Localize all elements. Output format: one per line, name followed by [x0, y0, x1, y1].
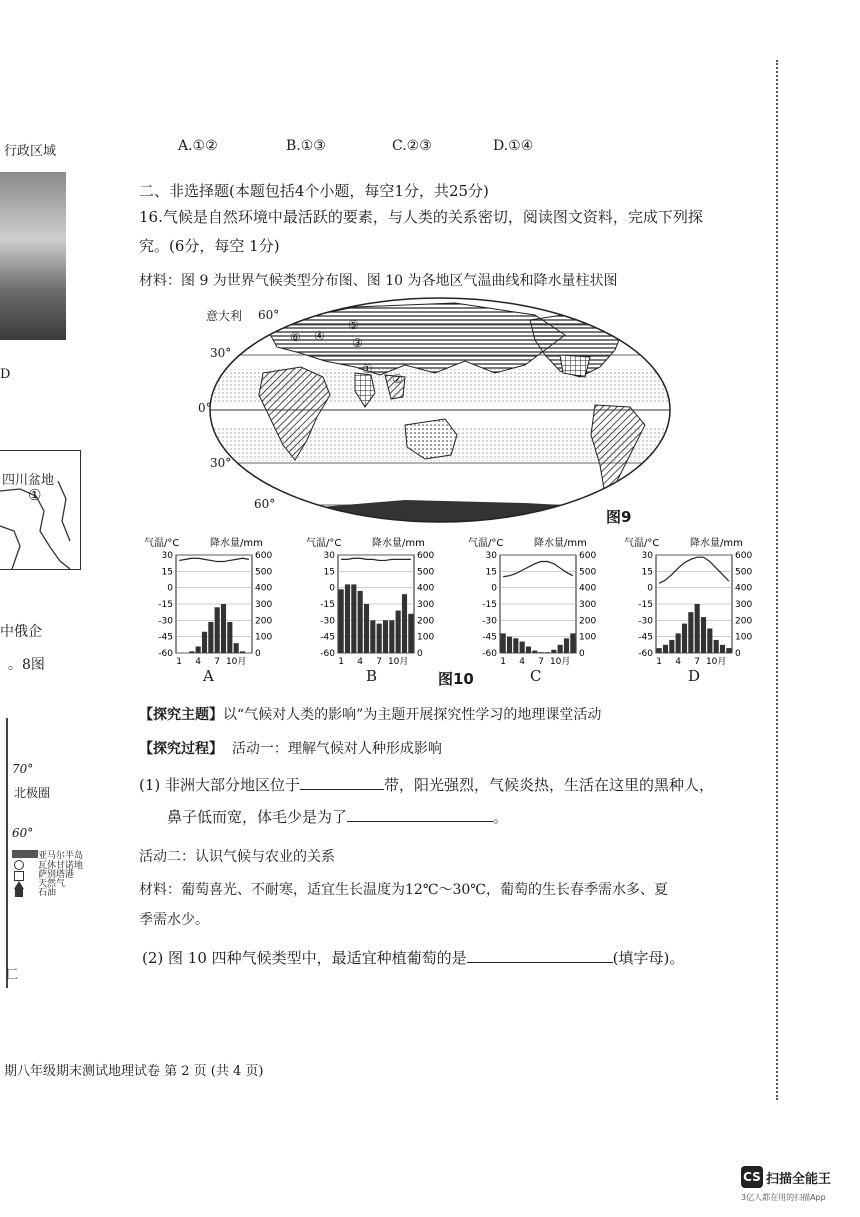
explore-process-text: 活动一：理解气候对人种形成影响 [231, 741, 442, 757]
precip-bar [377, 624, 382, 653]
chart-temp-tick: 30 [323, 551, 335, 561]
question-1-line1 [139, 774, 714, 795]
precip-bar [215, 607, 220, 653]
chart-temp-tick: -45 [638, 632, 653, 643]
chart-month-tick: 7 [376, 657, 383, 667]
chart-precip-tick: 200 [255, 616, 273, 627]
admin-region-fragment: 行政区域 [4, 144, 57, 159]
chart-precip-tick: 600 [255, 551, 273, 561]
sichuan-basin-map-fragment [0, 450, 81, 570]
scanner-logo-mark: CS [741, 1166, 763, 1188]
chart-precip-tick: 200 [417, 616, 435, 627]
climate-chart-d [620, 535, 768, 689]
precip-bar [408, 614, 413, 653]
chart-temp-tick: -45 [482, 632, 497, 643]
precip-bar [507, 637, 512, 653]
scanner-name: 扫描全能王 [766, 1171, 832, 1187]
lat70-label: 70° [12, 762, 34, 776]
precip-bar [402, 594, 407, 653]
corner-glyph: 匚 [6, 967, 19, 981]
precip-bar [558, 645, 563, 653]
sino-russia-fragment: 中俄企 [0, 624, 42, 640]
choice-d: D.①④ [493, 138, 534, 154]
chart-temp-tick: 30 [485, 551, 497, 561]
map-lat-30n: 30° [210, 346, 232, 360]
chart-month-tick: 4 [519, 657, 526, 667]
chart-temp-tick: -30 [482, 616, 497, 627]
legend-circle-icon [14, 860, 24, 870]
climate-chart-c [464, 535, 612, 689]
map-region-6: ⑥ [290, 330, 301, 344]
precip-bar [669, 640, 674, 653]
chart-temp-tick: -15 [158, 600, 173, 610]
chart-precip-tick: 600 [417, 551, 435, 561]
chart-month-tick: 1 [656, 657, 663, 667]
precip-bar [240, 651, 245, 653]
page-footer: 期八年级期末测试地理试卷 第 2 页 (共 4 页) [4, 1064, 264, 1079]
q16-line1: 16.气候是自然环境中最活跃的要素，与人类的关系密切，阅读图文资料，完成下列探 [139, 208, 703, 226]
chart-ylabel-right: 降水量/mm [372, 538, 425, 549]
chart-temp-tick: -60 [320, 649, 335, 659]
section-title: 二、非选择题(本题包括4个小题，每空1分，共25分) [139, 182, 489, 200]
chart-precip-tick: 0 [735, 649, 741, 659]
chart-precip-tick: 0 [255, 649, 261, 659]
q1-blank-2[interactable] [347, 807, 493, 822]
chart-temp-tick: 15 [485, 567, 497, 578]
chart-month-tick: 1 [176, 657, 183, 667]
precip-bar [707, 629, 712, 654]
chart-precip-tick: 300 [417, 600, 435, 610]
chart-temp-tick: 15 [161, 567, 173, 578]
question-2 [142, 947, 684, 968]
chart-month-tick: 7 [538, 657, 545, 667]
chart-temp-tick: -30 [158, 616, 173, 627]
chart-temp-tick: -15 [482, 600, 497, 610]
choice-c: C.②③ [392, 138, 432, 154]
choice-a: A.①② [178, 138, 218, 154]
precip-bar [714, 640, 719, 653]
precip-bar [726, 648, 731, 653]
chart-month-tick: 1 [500, 657, 507, 667]
chart-c-label: C [530, 667, 542, 685]
explore-process-label: 【探究过程】 [139, 741, 223, 757]
precip-bar [389, 620, 394, 653]
photo-fragment [0, 172, 66, 340]
precip-bar [189, 651, 194, 653]
map-edge-line [6, 718, 8, 988]
precip-bar [383, 620, 388, 653]
chart-month-tick: 10月 [387, 657, 409, 667]
legend-swatch-yamal [12, 850, 38, 858]
chart-ylabel-left: 气温/°C [306, 538, 342, 549]
q2-blank[interactable] [467, 948, 613, 963]
precip-bar [202, 632, 207, 653]
chart-temp-tick: -45 [158, 632, 173, 643]
precip-bar [358, 591, 363, 653]
precip-bar [339, 589, 344, 653]
q1-end: 。 [493, 808, 509, 826]
chart-month-tick: 1 [338, 657, 345, 667]
q16-line2: 究。(6分，每空 1分) [139, 237, 280, 255]
explore-theme-label: 【探究主题】 [139, 707, 223, 723]
chart-precip-tick: 600 [735, 551, 753, 561]
precip-bar [695, 604, 700, 653]
precip-bar [564, 638, 569, 653]
legend-square-icon [14, 871, 24, 881]
chart-precip-tick: 200 [579, 616, 597, 627]
explore-process [139, 738, 442, 758]
legend-sabetta: 萨别塔港 [38, 870, 75, 880]
chart-precip-tick: 400 [417, 583, 435, 594]
precip-bar [570, 633, 575, 653]
chart-d-label: D [688, 667, 701, 685]
chart-month-tick: 10月 [225, 657, 247, 667]
q1-line2: 鼻子低而宽，体毛少是为了 [167, 808, 348, 826]
chart-precip-tick: 300 [735, 600, 753, 610]
precip-bar [676, 633, 681, 653]
chart-temp-tick: -60 [638, 649, 653, 659]
world-climate-map [205, 295, 675, 525]
precip-bar [364, 604, 369, 653]
chart-temp-tick: 0 [647, 583, 653, 594]
legend-yamal: 亚马尔半岛 [38, 851, 84, 861]
map-lat-60n: 60° [258, 308, 280, 322]
map-region-3: ③ [352, 336, 363, 350]
scanner-tagline: 3亿人都在用的扫描App [741, 1193, 826, 1202]
chart-precip-tick: 500 [579, 567, 597, 578]
chart-temp-tick: 0 [491, 583, 497, 594]
basin-number: ① [28, 486, 42, 504]
chart-temp-tick: 15 [323, 567, 335, 578]
chart-month-tick: 7 [694, 657, 701, 667]
chart-precip-tick: 100 [417, 632, 435, 643]
chart-month-tick: 10月 [705, 657, 727, 667]
chart-temp-tick: 30 [161, 551, 173, 561]
chart-precip-tick: 200 [735, 616, 753, 627]
precip-bar [688, 612, 693, 653]
precip-bar [370, 620, 375, 653]
precip-bar [532, 651, 537, 653]
precip-bar [526, 646, 531, 653]
chart-precip-tick: 400 [735, 583, 753, 594]
explore-theme-text: 以“气候对人类的影响”为主题开展探究性学习的地理课堂活动 [223, 707, 602, 723]
legend-gas: 天然气 [38, 879, 66, 889]
chart-ylabel-left: 气温/°C [144, 538, 180, 549]
material2-line2: 季需水少。 [139, 912, 209, 928]
precip-bar [208, 622, 213, 653]
precip-bar [551, 650, 556, 653]
precip-bar [663, 645, 668, 653]
q2-suffix: (填字母)。 [612, 949, 685, 967]
legend-oil-icon [15, 889, 23, 897]
chart-precip-tick: 0 [417, 649, 423, 659]
margin-dotted-line [776, 60, 778, 1100]
chart-precip-tick: 600 [579, 551, 597, 561]
chart-precip-tick: 500 [735, 567, 753, 578]
chart-precip-tick: 500 [417, 567, 435, 578]
map-label-italy: 意大利 [206, 309, 243, 323]
temperature-curve [503, 562, 573, 577]
arctic-circle-label: 北极圈 [14, 786, 51, 800]
chart-month-tick: 10月 [549, 657, 571, 667]
map-lat-0: 0° [198, 401, 212, 415]
legend-triangle-icon [14, 881, 24, 889]
scanner-watermark [741, 1166, 831, 1203]
map-region-1: ① [362, 362, 373, 376]
chart-precip-tick: 100 [579, 632, 597, 643]
precip-bar [682, 624, 687, 653]
map-region-5: ⑤ [348, 318, 359, 332]
material1: 材料：图 9 为世界气候类型分布图、图 10 为各地区气温曲线和降水量柱状图 [139, 273, 618, 289]
q1-prefix: (1) 非洲大部分地区位于 [139, 776, 301, 794]
chart-a-label: A [203, 667, 214, 685]
chart-precip-tick: 0 [579, 649, 585, 659]
chart-precip-tick: 100 [255, 632, 273, 643]
temperature-curve [179, 558, 249, 561]
circled-fragment: D [0, 367, 11, 382]
chart-temp-tick: 15 [641, 567, 653, 578]
precip-bar [539, 652, 544, 653]
chart-temp-tick: 30 [641, 551, 653, 561]
basin-label: 四川盆地 [2, 473, 55, 488]
chart-ylabel-right: 降水量/mm [534, 538, 587, 549]
chart-b-label: B [366, 667, 378, 685]
chart-month-tick: 4 [195, 657, 202, 667]
chart-precip-tick: 300 [579, 600, 597, 610]
chart-temp-tick: -60 [482, 649, 497, 659]
q2-prefix: (2) 图 10 四种气候类型中，最适宜种植葡萄的是 [142, 949, 467, 967]
precip-bar [351, 584, 356, 653]
fig9-label: 图9 [606, 508, 632, 526]
precip-bar [396, 611, 401, 653]
precip-bar [545, 652, 550, 653]
chart-ylabel-right: 降水量/mm [690, 538, 743, 549]
precip-bar [520, 642, 525, 653]
map-lat-60s: 60° [254, 497, 276, 511]
chart-temp-tick: -15 [638, 600, 653, 610]
chart-month-tick: 4 [675, 657, 682, 667]
chart-precip-tick: 500 [255, 567, 273, 578]
chart-ylabel-left: 气温/°C [468, 538, 504, 549]
precip-bar [196, 646, 201, 653]
chart-precip-tick: 100 [735, 632, 753, 643]
precip-bar [657, 648, 662, 653]
precip-bar [345, 584, 350, 653]
map-region-4: ④ [314, 329, 325, 343]
precip-bar [234, 643, 239, 653]
chart-temp-tick: -15 [320, 600, 335, 610]
chart-month-tick: 7 [214, 657, 221, 667]
chart-precip-tick: 400 [579, 583, 597, 594]
choice-b: B.①③ [286, 138, 326, 154]
q1-blank-1[interactable] [300, 775, 384, 790]
fig8-ref-fragment: 。8图 [8, 657, 45, 673]
precip-bar [701, 617, 706, 653]
precip-bar [720, 645, 725, 653]
question-1-line2 [167, 806, 508, 827]
legend-vasyugan: 瓦休甘诺地 [38, 861, 84, 871]
chart-temp-tick: -30 [638, 616, 653, 627]
temperature-curve [659, 557, 729, 583]
chart-temp-tick: -60 [158, 649, 173, 659]
chart-temp-tick: -45 [320, 632, 335, 643]
climate-chart-a [140, 535, 288, 689]
fig10-label: 图10 [438, 670, 474, 688]
temperature-curve [341, 558, 411, 560]
map-lat-30s: 30° [210, 456, 232, 470]
precip-bar [227, 622, 232, 653]
explore-theme [139, 704, 601, 724]
precip-bar [513, 638, 518, 653]
material2-line1: 材料：葡萄喜光、不耐寒，适宜生长温度为12℃～30℃，葡萄的生长春季需水多、夏 [139, 882, 668, 898]
chart-temp-tick: -30 [320, 616, 335, 627]
activity-2: 活动二：认识气候与农业的关系 [139, 849, 335, 865]
chart-ylabel-left: 气温/°C [624, 538, 660, 549]
map-region-2: ② [392, 372, 403, 386]
chart-month-tick: 4 [357, 657, 364, 667]
q1-middle: 带，阳光强烈，气候炎热，生活在这里的黑种人， [384, 776, 715, 794]
precip-bar [221, 604, 226, 653]
legend-oil: 石油 [38, 888, 57, 898]
precip-bar [501, 633, 506, 653]
chart-temp-tick: 0 [329, 583, 335, 594]
chart-precip-tick: 400 [255, 583, 273, 594]
lat60-label: 60° [12, 826, 34, 840]
chart-ylabel-right: 降水量/mm [210, 538, 263, 549]
chart-temp-tick: 0 [167, 583, 173, 594]
climate-chart-b [302, 535, 450, 689]
chart-precip-tick: 300 [255, 600, 273, 610]
